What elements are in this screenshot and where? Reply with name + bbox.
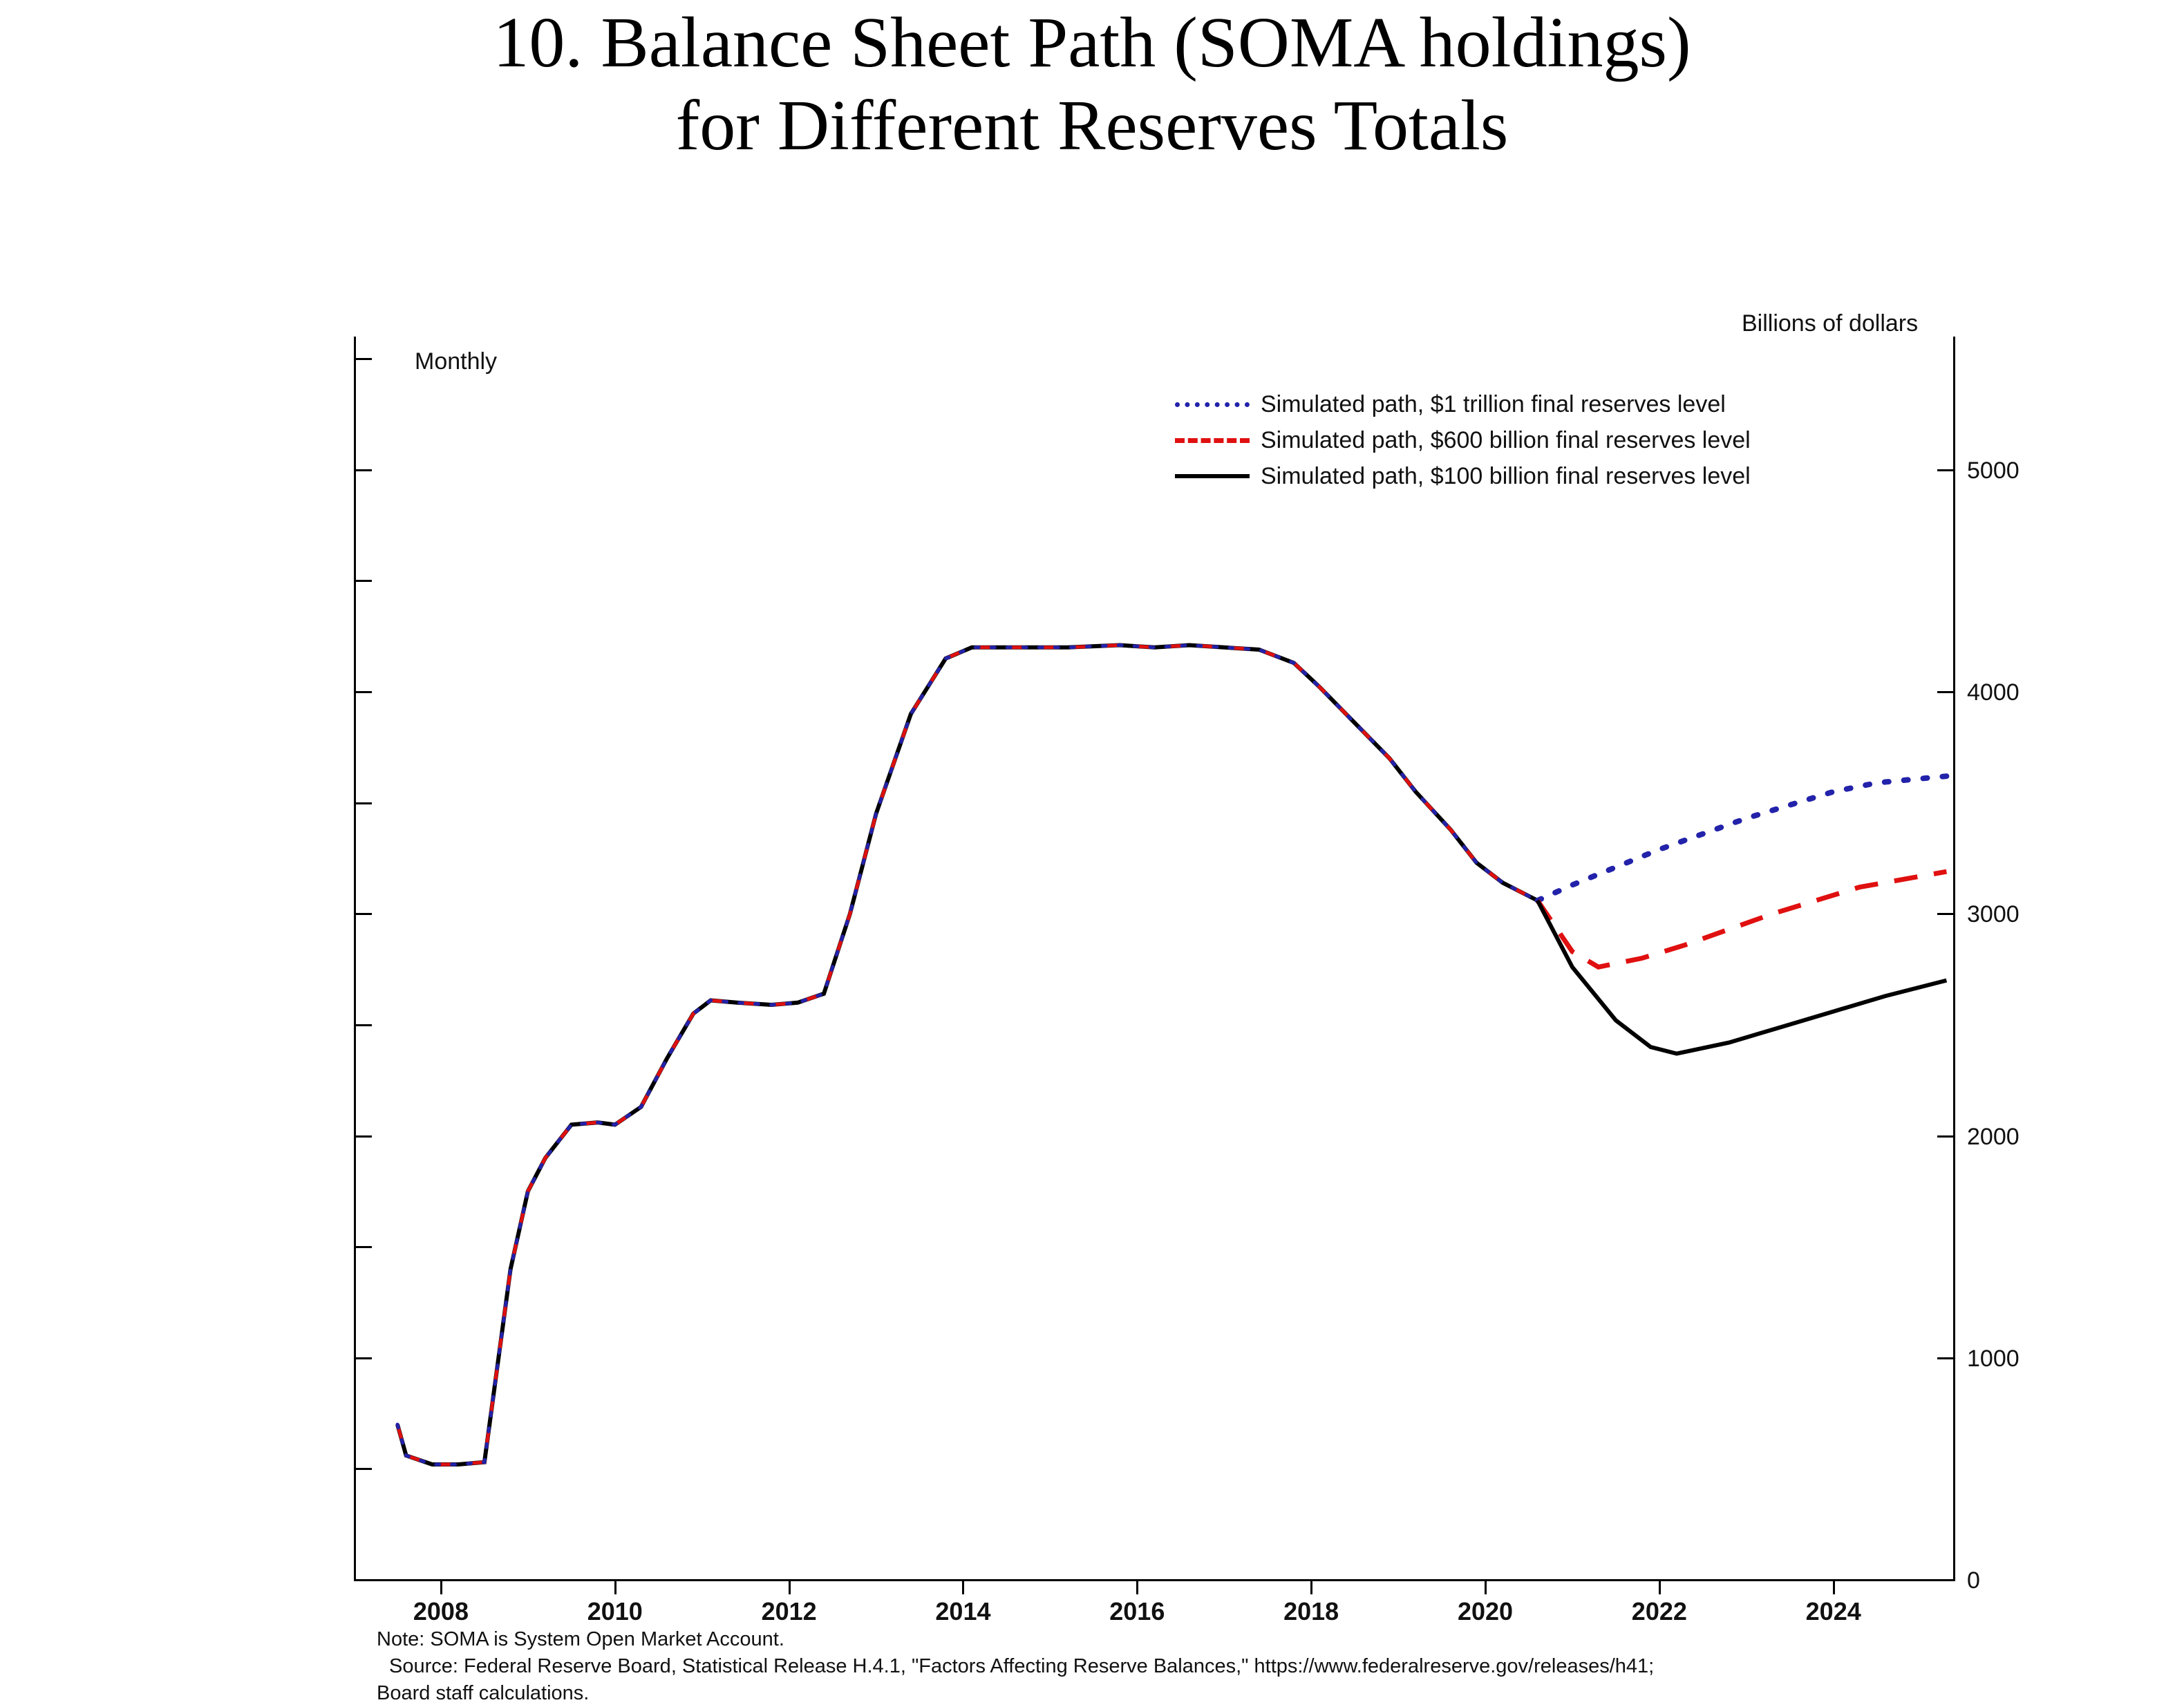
y-tick-label: 0 (1967, 1567, 1980, 1594)
y-tick-label: 2000 (1967, 1123, 2020, 1150)
x-tick-label: 2020 (1457, 1597, 1514, 1625)
x-tick (614, 1579, 616, 1594)
x-tick (1310, 1579, 1312, 1594)
y-tick-minor-left (354, 1468, 372, 1470)
series-historical-overlay-blue (397, 645, 1538, 1465)
y-tick-label: 3000 (1967, 901, 2020, 928)
series-layer (0, 283, 2184, 1447)
source-line: Source: Federal Reserve Board, Statistical Release H.4.1, "Factors Affecting Reserve Balances," https://www.federalreserve.gov/releases/h41; (389, 1655, 1655, 1678)
x-axis (354, 1579, 1955, 1581)
x-tick (1659, 1579, 1661, 1594)
y-tick-left (354, 1579, 372, 1581)
x-tick (962, 1579, 964, 1594)
x-tick (1485, 1579, 1487, 1594)
legend (1175, 386, 1751, 494)
page-title-line-1: 10. Balance Sheet Path (SOMA holdings) (493, 3, 1691, 82)
chart-figure (0, 283, 2184, 1705)
units-label: Billions of dollars (1742, 310, 1919, 337)
legend-item-600-billion (1175, 422, 1751, 458)
source-line-continued: Board staff calculations. (377, 1682, 590, 1705)
x-tick-label: 2024 (1805, 1597, 1861, 1625)
frequency-label: Monthly (415, 348, 498, 375)
note-line: Note: SOMA is System Open Market Account. (377, 1628, 784, 1650)
x-tick-label: 2014 (935, 1597, 991, 1625)
y-tick-label: 5000 (1967, 457, 2020, 484)
slide-title (0, 3, 2184, 167)
legend-swatch-solid-icon (1175, 474, 1250, 478)
chart-notes (377, 1626, 1654, 1707)
legend-label-100-billion: Simulated path, $100 billion final reserves level (1261, 462, 1751, 489)
legend-swatch-dashed-icon (1175, 438, 1250, 443)
series-sim-600-billion (1538, 871, 1947, 967)
legend-item-100-billion (1175, 458, 1751, 494)
legend-swatch-dotted-icon (1175, 402, 1250, 407)
page-title-line-2: for Different Reserves Totals (675, 86, 1509, 166)
legend-item-1-trillion (1175, 386, 1751, 422)
series-historical-overlay-red (397, 645, 1538, 1465)
x-tick-label: 2008 (413, 1597, 469, 1625)
x-tick (440, 1579, 442, 1594)
series-historical (397, 645, 1538, 1465)
y-tick-label: 1000 (1967, 1345, 2020, 1372)
x-tick-label: 2022 (1631, 1597, 1687, 1625)
x-tick-label: 2018 (1283, 1597, 1339, 1625)
x-tick (1833, 1579, 1835, 1594)
y-tick-label: 4000 (1967, 679, 2020, 706)
legend-label-600-billion: Simulated path, $600 billion final reserves level (1261, 426, 1751, 453)
y-tick-right (1937, 1579, 1955, 1581)
x-tick-label: 2012 (761, 1597, 817, 1625)
legend-label-1-trillion: Simulated path, $1 trillion final reserves level (1261, 390, 1726, 417)
x-tick-label: 2010 (587, 1597, 643, 1625)
x-tick-label: 2016 (1109, 1597, 1165, 1625)
x-tick (1136, 1579, 1138, 1594)
series-sim-1-trillion (1538, 776, 1947, 900)
x-tick (789, 1579, 791, 1594)
